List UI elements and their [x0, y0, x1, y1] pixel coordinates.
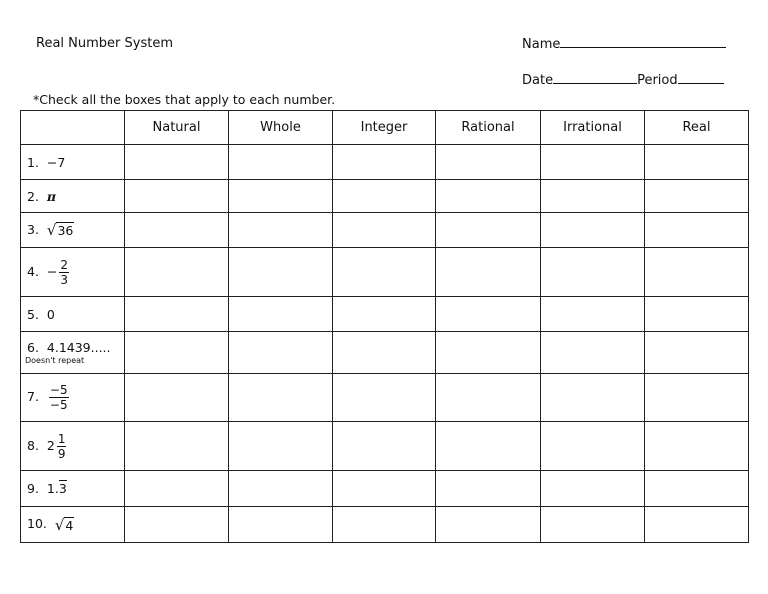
table-row: [21, 332, 749, 374]
repeating-digit: 3: [58, 481, 67, 496]
checkbox-cell[interactable]: [645, 145, 749, 180]
row-label: 7. $\frac{-5}{-5}$: [21, 374, 125, 422]
table-row: [21, 471, 749, 507]
checkbox-cell[interactable]: [436, 471, 541, 507]
checkbox-cell[interactable]: [229, 145, 333, 180]
period-blank[interactable]: [678, 72, 724, 84]
instructions: *Check all the boxes that apply to each number.: [33, 92, 336, 107]
checkbox-cell[interactable]: [645, 248, 749, 297]
header-rational: Rational: [436, 111, 541, 145]
checkbox-cell[interactable]: [125, 422, 229, 471]
name-label: Name: [522, 37, 561, 52]
checkbox-cell[interactable]: [645, 332, 749, 374]
checkbox-cell[interactable]: [436, 180, 541, 213]
checkbox-cell[interactable]: [645, 374, 749, 422]
checkbox-cell[interactable]: [645, 507, 749, 543]
header-irrational: Irrational: [541, 111, 645, 145]
checkbox-cell[interactable]: [436, 248, 541, 297]
checkbox-cell[interactable]: [333, 297, 436, 332]
checkbox-cell[interactable]: [333, 145, 436, 180]
checkbox-cell[interactable]: [125, 297, 229, 332]
checkbox-cell[interactable]: [333, 507, 436, 543]
page-title: Real Number System: [36, 36, 173, 51]
row-label: 10. √ 4: [21, 507, 125, 543]
checkbox-cell[interactable]: [229, 213, 333, 248]
checkbox-cell[interactable]: [125, 332, 229, 374]
checkbox-cell[interactable]: [229, 180, 333, 213]
checkbox-cell[interactable]: [229, 471, 333, 507]
checkbox-cell[interactable]: [333, 213, 436, 248]
checkbox-cell[interactable]: [229, 374, 333, 422]
row-label: 8. 2 $\frac{1}{9}$: [21, 422, 125, 471]
checkbox-cell[interactable]: [229, 422, 333, 471]
row-note: Doesn't repeat: [25, 356, 85, 365]
checkbox-cell[interactable]: [436, 332, 541, 374]
checkbox-cell[interactable]: [645, 297, 749, 332]
checkbox-cell[interactable]: [541, 180, 645, 213]
checkbox-cell[interactable]: [229, 507, 333, 543]
table-row: [21, 180, 749, 213]
period-label: Period: [637, 73, 678, 88]
checkbox-cell[interactable]: [229, 297, 333, 332]
table-row: [21, 213, 749, 248]
name-blank[interactable]: [560, 36, 726, 48]
row-label: 4. − $\frac{2}{3}$: [21, 248, 125, 297]
table-row: [21, 248, 749, 297]
checkbox-cell[interactable]: [541, 471, 645, 507]
classification-table: [20, 110, 749, 543]
table-row: [21, 145, 749, 180]
checkbox-cell[interactable]: [125, 507, 229, 543]
checkbox-cell[interactable]: [125, 145, 229, 180]
date-label: Date: [522, 73, 554, 88]
date-period-fields: [522, 72, 724, 88]
row-label: 5. 0: [21, 297, 125, 332]
table-row: [21, 374, 749, 422]
table-row: [21, 422, 749, 471]
table-row: [21, 297, 749, 332]
checkbox-cell[interactable]: [436, 507, 541, 543]
fraction: $\frac{-5}{-5}$: [49, 383, 68, 412]
fraction: $\frac{2}{3}$: [60, 257, 69, 287]
row-label: 9. 1.3: [21, 471, 125, 507]
row-label: 3. √ 36: [21, 213, 125, 248]
checkbox-cell[interactable]: [645, 422, 749, 471]
checkbox-cell[interactable]: [436, 374, 541, 422]
row-label: 6. 4.1439..... Doesn't repeat: [21, 332, 125, 374]
checkbox-cell[interactable]: [333, 422, 436, 471]
checkbox-cell[interactable]: [645, 471, 749, 507]
checkbox-cell[interactable]: [125, 248, 229, 297]
header-real: Real: [645, 111, 749, 145]
header-whole: Whole: [229, 111, 333, 145]
header-row: [21, 111, 749, 145]
row-label: 1. −7: [21, 145, 125, 180]
checkbox-cell[interactable]: [645, 180, 749, 213]
row-label: 2. π: [21, 180, 125, 213]
checkbox-cell[interactable]: [125, 213, 229, 248]
checkbox-cell[interactable]: [125, 471, 229, 507]
checkbox-cell[interactable]: [229, 248, 333, 297]
checkbox-cell[interactable]: [541, 422, 645, 471]
sqrt-expression: √ 36: [46, 221, 74, 240]
checkbox-cell[interactable]: [436, 422, 541, 471]
date-blank[interactable]: [553, 72, 637, 84]
checkbox-cell[interactable]: [541, 297, 645, 332]
checkbox-cell[interactable]: [333, 471, 436, 507]
checkbox-cell[interactable]: [229, 332, 333, 374]
checkbox-cell[interactable]: [541, 374, 645, 422]
checkbox-cell[interactable]: [125, 180, 229, 213]
header-blank: [21, 111, 125, 145]
checkbox-cell[interactable]: [436, 145, 541, 180]
checkbox-cell[interactable]: [333, 374, 436, 422]
checkbox-cell[interactable]: [645, 213, 749, 248]
checkbox-cell[interactable]: [125, 374, 229, 422]
checkbox-cell[interactable]: [541, 507, 645, 543]
checkbox-cell[interactable]: [541, 213, 645, 248]
table-row: [21, 507, 749, 543]
sqrt-expression: √ 4: [54, 515, 74, 534]
checkbox-cell[interactable]: [541, 248, 645, 297]
header-natural: Natural: [125, 111, 229, 145]
checkbox-cell[interactable]: [333, 332, 436, 374]
checkbox-cell[interactable]: [541, 332, 645, 374]
header-integer: Integer: [333, 111, 436, 145]
checkbox-cell[interactable]: [436, 213, 541, 248]
name-field[interactable]: [522, 36, 726, 52]
checkbox-cell[interactable]: [333, 180, 436, 213]
fraction: $\frac{1}{9}$: [57, 431, 66, 461]
checkbox-cell[interactable]: [541, 145, 645, 180]
checkbox-cell[interactable]: [333, 248, 436, 297]
checkbox-cell[interactable]: [436, 297, 541, 332]
